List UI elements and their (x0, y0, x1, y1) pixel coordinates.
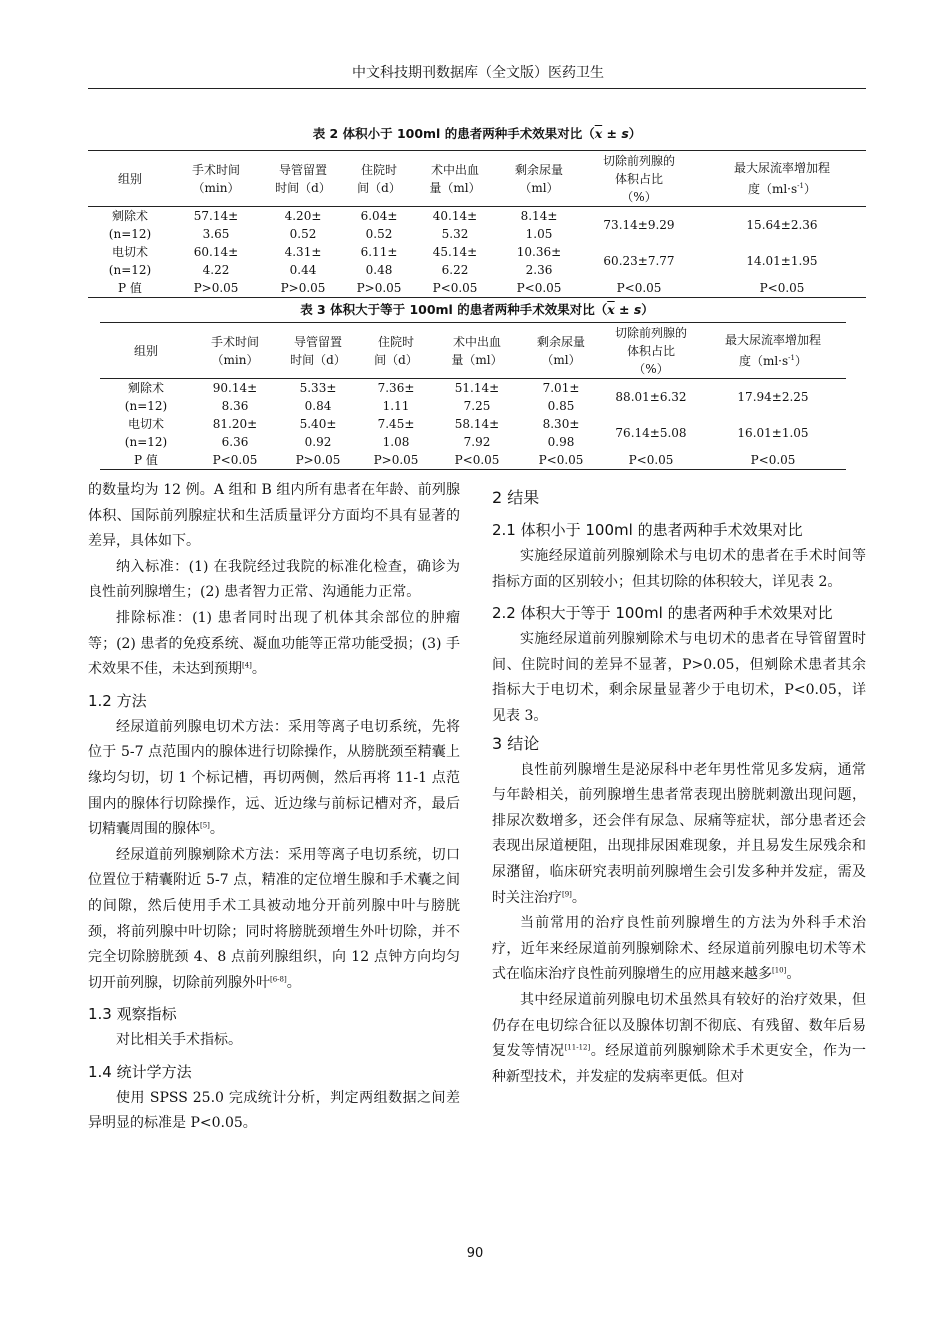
table3-r1-cath-b: 0.84 (304, 399, 332, 413)
table3-r2-group: 电切术 (127, 417, 164, 431)
table2-p-flow: P<0.05 (759, 281, 805, 295)
table2-r1-blood-a: 40.14± (432, 209, 478, 223)
table3-mean-symbol: $\overline{x}$ (607, 302, 615, 317)
table3-p-cath: P>0.05 (295, 453, 341, 467)
table2-r1-hosp-b: 0.52 (365, 227, 393, 241)
left-paragraph-7: 使用 SPSS 25.0 完成统计分析，判定两组数据之间差异明显的标准是 P<0.05。 (88, 1089, 460, 1132)
table2-header-group: 组别 (88, 151, 172, 207)
table3-header-catheter: 导管留置 时间（d） (278, 323, 358, 379)
table2-p-urine: P<0.05 (516, 281, 562, 295)
table2-p-label: P 值 (118, 281, 142, 295)
table3-r1-hosp-b: 1.11 (382, 399, 410, 413)
section-2-2-heading: 2.2 体积大于等于 100ml 的患者两种手术效果对比 (492, 604, 833, 623)
table2-r2-urine-b: 2.36 (525, 263, 553, 277)
left-paragraph-3: 排除标准：(1) 患者同时出现了机体其余部位的肿瘤等；(2) 患者的免疫系统、凝血功能等正常功能受损；(3) 手术效果不佳，未达到预期[4]。 (88, 609, 460, 678)
right-paragraph-5-text: 其中经尿道前列腺电切术虽然具有较好的治疗效果，但仍存在电切综合征以及腺体切割不彻底、有残留、数年后易复发等情况 (492, 991, 866, 1060)
table3-r1-flow: 17.94±2.25 (737, 390, 809, 404)
table2-r1-urine-a: 8.14± (520, 209, 558, 223)
table-row (88, 279, 866, 298)
table3-header-urine: 剩余尿量 （ml） (520, 323, 602, 379)
table2-header-urine: 剩余尿量 （ml） (498, 151, 580, 207)
left-paragraph-4: 经尿道前列腺电切术方法：采用等离子电切系统，先将位于 5-7 点范围内的腺体进行切除操作，从膀胱颈至精囊上缘均匀切，切 1 个标记槽，再切两侧，然后再将 11-1 点范围内的腺体行切除操作，远、近边缘与前标记槽对齐，最后切精囊周围的腺体[5]。 (88, 718, 460, 838)
table3-header-group: 组别 (100, 323, 192, 379)
left-paragraph-3-text: 排除标准：(1) 患者同时出现了机体其余部位的肿瘤等；(2) 患者的免疫系统、凝血功能等正常功能受损；(3) 手术效果不佳，未达到预期 (88, 609, 460, 678)
table3-header-blood: 术中出血 量（ml） (434, 323, 520, 379)
table2-caption-text: 表 2 体积小于 100ml 的患者两种手术效果对比（ (312, 126, 595, 141)
table3-r1-blood-b: 7.25 (463, 399, 491, 413)
right-paragraph-2: 实施经尿道前列腺剜除术与电切术的患者在导管留置时间、住院时间的差异不显著，P>0.05，但剜除术患者其余指标大于电切术，剩余尿量显著少于电切术，P<0.05，详见表 3。 (492, 631, 866, 724)
table3-header-hospital: 住院时 间（d） (358, 323, 434, 379)
table3-r1-group: 剜除术 (127, 381, 164, 395)
table3-p-hosp: P>0.05 (373, 453, 419, 467)
section-1-4-heading: 1.4 统计学方法 (88, 1062, 192, 1081)
table3-caption: 表 3 体积大于等于 100ml 的患者两种手术效果对比$(\overline{x} \pm s)$ (300, 302, 654, 317)
table2-header-ratio: 切除前列腺的 体积占比 （%） (580, 151, 698, 207)
table2-r2-blood-b: 6.22 (441, 263, 469, 277)
table-row (100, 415, 846, 451)
table2-header-op-time: 手术时间 （min） (172, 151, 260, 207)
table3-caption-close: ） (641, 302, 654, 317)
table-row (100, 451, 846, 470)
left-paragraph-5: 经尿道前列腺剜除术方法：采用等离子电切系统，切口位置位于精囊附近 5-7 点，精准的定位增生腺和手术囊之间的间隙，然后使用手术工具被动地分开前列腺中叶与膀胱颈，将前列腺中叶切除；同时将膀胱颈增生外叶切除，并不完全切除膀胱颈 4、8 点前列腺组织，向 12 点钟方向均匀切开前列腺，切除前列腺外叶[6-8]。 (88, 846, 460, 991)
table2-r2-op-b: 4.22 (202, 263, 230, 277)
table3-sd-symbol: s (633, 302, 642, 317)
table3-header-flow: 最大尿流率增加程 度$(ml\cdot s^{-1})$ (700, 323, 846, 379)
table2-header-hospital: 住院时 间（d） (346, 151, 412, 207)
table2-r2-blood-a: 45.14± (432, 245, 478, 259)
table2-r1-flow: 15.64±2.36 (746, 218, 818, 232)
table3-r2-blood-a: 58.14± (454, 417, 500, 431)
right-paragraph-4: 当前常用的治疗良性前列腺增生的方法为外科手术治疗，近年来经尿道前列腺剜除术、经尿道前列腺电切术等术式在临床治疗良性前列腺增生的应用越来越多[10]。 (492, 915, 866, 983)
table2-caption-close: ） (628, 126, 642, 141)
table3-p-ratio: P<0.05 (628, 453, 674, 467)
section-1-3-heading: 1.3 观察指标 (88, 1005, 177, 1024)
table2-p-ratio: P<0.05 (616, 281, 662, 295)
right-paragraph-1: 实施经尿道前列腺剜除术与电切术的患者在手术时间等指标方面的区别较小；但其切除的体积较大，详见表 2。 (492, 548, 866, 590)
right-column (492, 484, 866, 1090)
table2-r2-group: 电切术 (111, 245, 148, 259)
table2-r1-cath-b: 0.52 (289, 227, 317, 241)
table2-r2-cath-a: 4.31± (284, 245, 322, 259)
ref-9: [9] (562, 889, 572, 898)
table3 (100, 322, 846, 470)
table3-r2-blood-b: 7.92 (463, 435, 491, 449)
left-paragraph-6: 对比相关手术指标。 (116, 1032, 242, 1049)
right-paragraph-3: 良性前列腺增生是泌尿科中老年男性常见多发病，通常与年龄相关，前列腺增生患者常表现出膀胱刺激出现问题，排尿次数增多，还会伴有尿急、尿痛等症状，部分患者还会表现出尿道梗阻，出现排尿困难现象，并且易发生尿残余和尿潴留，临床研究表明前列腺增生会引发多种并发症，需及时关注治疗[9]。 (492, 761, 866, 906)
table2-r2-hosp-a: 6.11± (360, 245, 398, 259)
table2-header-catheter: 导管留置 时间（d） (260, 151, 346, 207)
table3-r2-urine-b: 0.98 (547, 435, 575, 449)
table2-p-blood: P<0.05 (432, 281, 478, 295)
table3-r2-flow: 16.01±1.05 (737, 426, 809, 440)
right-paragraph-5-tail: 。经尿道前列腺剜除术手术更安全，作为一种新型技术，并发症的发病率更低。但对 (492, 1043, 867, 1085)
table2-header-flow: 最大尿流率增加程 度$(ml\cdot s^{-1})$ (698, 151, 866, 207)
right-paragraph-5 (492, 988, 866, 1090)
table2-r2-hosp-b: 0.48 (365, 263, 393, 277)
table3-r2-op-b: 6.36 (221, 435, 249, 449)
table2-p-op: P>0.05 (193, 281, 239, 295)
left-paragraph-5-text: 经尿道前列腺剜除术方法：采用等离子电切系统，切口位置位于精囊附近 5-7 点，精准的定位增生腺和手术囊之间的间隙，然后使用手术工具被动地分开前列腺中叶与膀胱颈，将前列腺中叶切除；同时将膀胱颈增生外叶切除，并不完全切除膀胱颈 4、8 点前列腺组织，向 12 点钟方向均匀切开前列腺，切除前列腺外叶 (88, 846, 460, 991)
right-paragraph-3-text: 良性前列腺增生是泌尿科中老年男性常见多发病，通常与年龄相关，前列腺增生患者常表现出膀胱刺激出现问题，排尿次数增多，还会伴有尿急、尿痛等症状，部分患者还会表现出尿道梗阻，出现排尿困难现象，并且易发生尿残余和尿潴留，临床研究表明前列腺增生会引发多种并发症，需及时关注治疗 (492, 761, 866, 906)
table-row (88, 207, 866, 244)
journal-header: 中文科技期刊数据库（全文版）医药卫生 (352, 65, 604, 81)
table2-r1-group: 剜除术 (111, 209, 148, 223)
table2-caption: 表 2 体积小于 100ml 的患者两种手术效果对比$(\overline{x} \pm s)$ (312, 126, 642, 141)
table3-r1-ratio: 88.01±6.32 (615, 390, 687, 404)
page-number: 90 (466, 1246, 484, 1261)
table3-r1-cath-a: 5.33± (299, 381, 337, 395)
left-paragraph-1: 的数量均为 12 例。A 组和 B 组内所有患者在年龄、前列腺体积、国际前列腺症状和生活质量评分方面均不具有显著的差异，具体如下。 (88, 482, 460, 550)
table2-r1-op-b: 3.65 (202, 227, 230, 241)
table3-r1-blood-a: 51.14± (454, 381, 500, 395)
table3-r2-urine-a: 8.30± (542, 417, 580, 431)
table2-p-hosp: P>0.05 (356, 281, 402, 295)
ref-6-8: [6-8] (270, 975, 287, 984)
table3-p-op: P<0.05 (212, 453, 258, 467)
right-paragraph-4-text: 当前常用的治疗良性前列腺增生的方法为外科手术治疗，近年来经尿道前列腺剜除术、经尿道前列腺电切术等术式在临床治疗良性前列腺增生的应用越来越多 (492, 915, 866, 983)
section-3-heading: 3 结论 (492, 733, 540, 753)
table-row (100, 379, 846, 416)
table3-p-urine: P<0.05 (538, 453, 584, 467)
table2-r1-blood-b: 5.32 (441, 227, 469, 241)
left-paragraph-2: 纳入标准：(1) 在我院经过我院的标准化检查，确诊为良性前列腺增生；(2) 患者智力正常、沟通能力正常。 (88, 558, 460, 601)
table2-r1-hosp-a: 6.04± (360, 209, 398, 223)
table2-r1-op-a: 57.14± (193, 209, 239, 223)
left-paragraph-4-text: 经尿道前列腺电切术方法：采用等离子电切系统，先将位于 5-7 点范围内的腺体进行切除操作，从膀胱颈至精囊上缘均匀切，切 1 个标记槽，再切两侧，然后再将 11-1 点范围内的腺体行切除操作，远、近边缘与前标记槽对齐，最后切精囊周围的腺体 (88, 718, 460, 838)
table2-r1-ratio: 73.14±9.29 (603, 218, 675, 232)
table3-p-label: P 值 (134, 453, 158, 467)
table3-r1-n: (n=12) (124, 399, 168, 413)
section-1-2-heading: 1.2 方法 (88, 691, 147, 710)
table2-r2-op-a: 60.14± (193, 245, 239, 259)
table3-r1-urine-a: 7.01± (542, 381, 580, 395)
table3-caption-text: 表 3 体积大于等于 100ml 的患者两种手术效果对比（ (300, 302, 608, 317)
table-row (88, 243, 866, 279)
section-2-1-heading: 2.1 体积小于 100ml 的患者两种手术效果对比 (492, 521, 803, 539)
table3-r1-op-a: 90.14± (212, 381, 258, 395)
table3-p-blood: P<0.05 (454, 453, 500, 467)
table3-r1-op-b: 8.36 (221, 399, 249, 413)
ref-5: [5] (200, 821, 210, 830)
ref-4: [4] (242, 661, 252, 670)
table2-sd-symbol: s (621, 126, 629, 141)
table2-mean-symbol: $\overline{x}$ (594, 126, 603, 141)
table2-r1-urine-b: 1.05 (525, 227, 553, 241)
table3-r2-op-a: 81.20± (212, 417, 258, 431)
section-2-heading: 2 结果 (492, 488, 540, 507)
table3-r2-hosp-a: 7.45± (377, 417, 415, 431)
table3-r2-n: (n=12) (124, 435, 168, 449)
ref-10: [10] (772, 966, 787, 975)
table3-r2-cath-a: 5.40± (299, 417, 337, 431)
table2-p-cath: P>0.05 (280, 281, 326, 295)
table3-r2-hosp-b: 1.08 (382, 435, 410, 449)
table2-header-blood: 术中出血 量（ml） (412, 151, 498, 207)
header-rule (88, 88, 866, 89)
table2-r2-cath-b: 0.44 (289, 263, 317, 277)
table3-header-op-time: 手术时间 （min） (192, 323, 278, 379)
table2-r1-n: (n=12) (108, 227, 152, 241)
table3-header-ratio: 切除前列腺的 体积占比 （%） (602, 323, 700, 379)
table2-r2-flow: 14.01±1.95 (746, 254, 818, 268)
table2-r2-n: (n=12) (108, 263, 152, 277)
ref-11-12: [11-12] (564, 1043, 591, 1052)
table2-r2-ratio: 60.23±7.77 (603, 254, 675, 268)
table3-r2-cath-b: 0.92 (304, 435, 332, 449)
table2-r1-cath-a: 4.20± (284, 209, 322, 223)
table3-r1-urine-b: 0.85 (547, 399, 575, 413)
table2 (88, 150, 866, 298)
table3-r1-hosp-a: 7.36± (377, 381, 415, 395)
table3-r2-ratio: 76.14±5.08 (615, 426, 687, 440)
table3-p-flow: P<0.05 (750, 453, 796, 467)
left-column (88, 478, 460, 1137)
table2-r2-urine-a: 10.36± (516, 245, 562, 259)
